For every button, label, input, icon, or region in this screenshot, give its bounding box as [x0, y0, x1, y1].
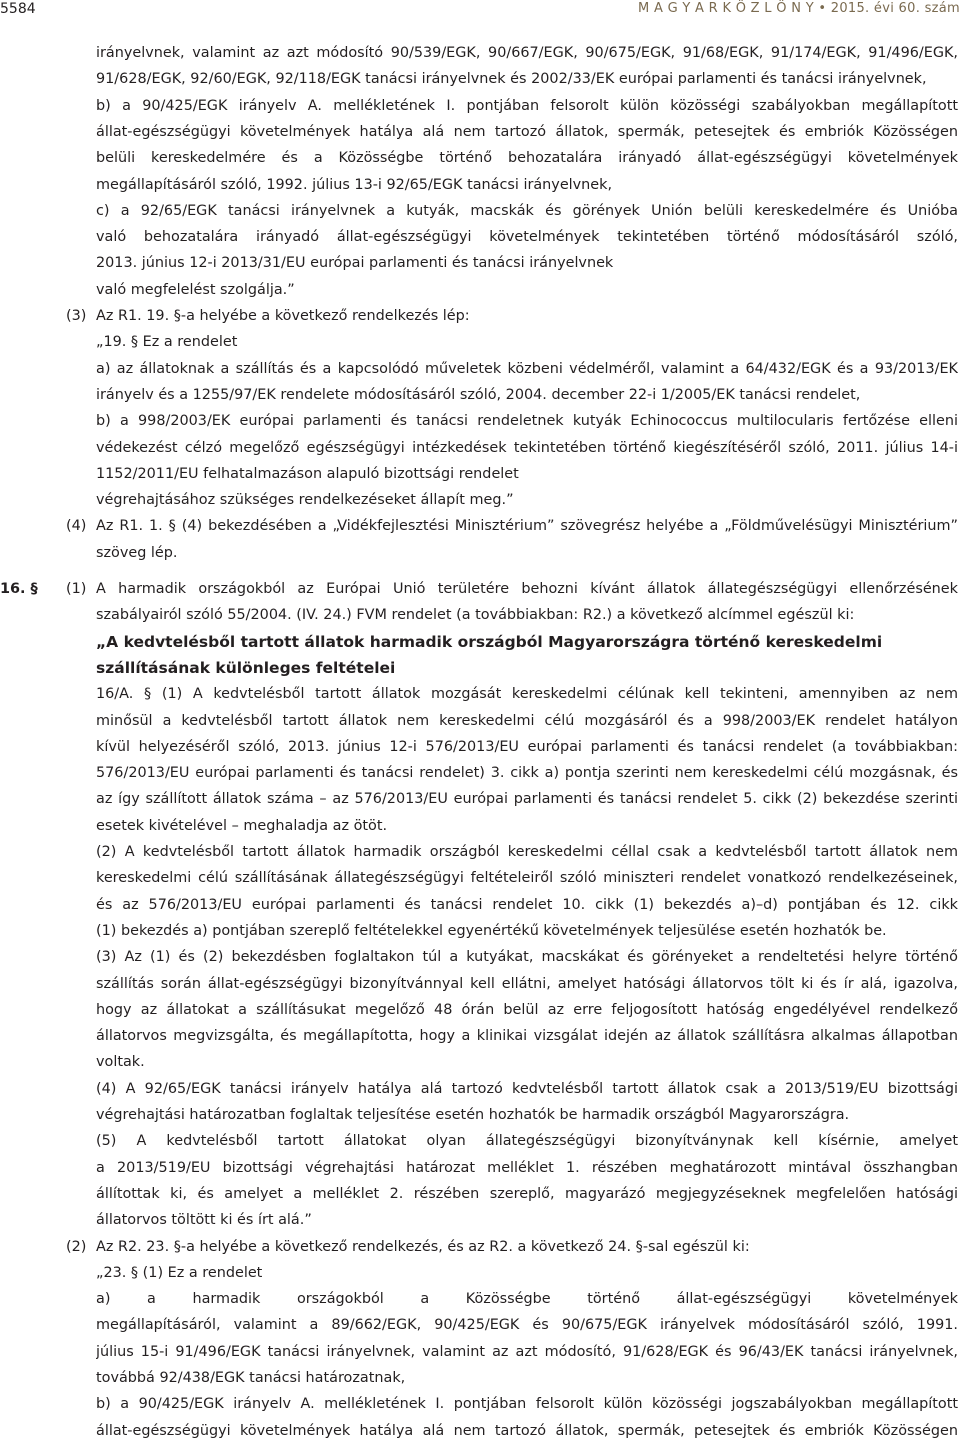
- paragraph-label: (4): [66, 518, 87, 534]
- text-line: 16/A. § (1) A kedvtelésből tartott állatok mozgását kereskedelmi célúnak kell tekinteni, amennyiben az nem: [96, 686, 958, 702]
- text-line: b) a 90/425/EGK irányelv A. mellékletének I. pontjában felsorolt külön közösségi jogszabályokban megállapított: [96, 1396, 958, 1412]
- text-line: b) a 998/2003/EK európai parlamenti és tanácsi rendeletnek kutyák Echinococcus multilocularis fertőzése elleni: [96, 413, 958, 429]
- text-line: Az R1. 1. § (4) bekezdésében a „Vidékfejlesztési Minisztérium” szövegrész helyébe a „Földművelésügyi Minisztérium”: [96, 518, 958, 534]
- text-line: 2013. június 12-i 2013/31/EU európai parlamenti és tanácsi irányelvnek: [96, 255, 614, 271]
- text-line: (1) bekezdés a) pontjában szereplő feltételekkel egyenértékű követelmények teljesülése esetén hozhatók be.: [96, 923, 887, 939]
- page-number: 5584: [0, 1, 36, 17]
- text-line: a) az állatoknak a szállítás és a kapcsolódó műveletek közbeni védelméről, valamint a 64/432/EGK és a 93/2013/EK: [96, 361, 958, 377]
- text-line: az így szállított állatok száma – az 576/2013/EU európai parlamenti és tanácsi rendelet 5. cikk (2) bekezdése szerinti: [96, 791, 958, 807]
- text-line: „23. § (1) Ez a rendelet: [96, 1265, 263, 1281]
- text-line: való behozatalára irányadó állat-egészségügyi követelmények tekintetében történő módosításáról szóló,: [96, 229, 958, 245]
- text-line: a) a harmadik országokból a Közösségbe történő állat-egészségügyi követelmények: [96, 1291, 958, 1307]
- text-line: c) a 92/65/EGK tanácsi irányelvnek a kutyák, macskák és görények Unión belüli kereskedelmére és Unióba: [96, 203, 958, 219]
- text-line: kereskedelmi célú szállításának állategészségügyi feltételeiről szóló miniszteri rendelet vonatkozó rendelkezéseinek,: [96, 870, 958, 886]
- text-line: védekezést célzó megelőző egészségügyi intézkedések tekintetében történő kiegészítéséről szóló, 2011. július 14-i: [96, 440, 958, 456]
- text-line: továbbá 92/438/EGK tanácsi határozatnak,: [96, 1370, 406, 1386]
- text-line: minősül a kedvtelésből tartott állatok nem kereskedelmi célú mozgásáról és a 998/2003/EK rendelet hatályon: [96, 713, 958, 729]
- text-line: állítottak ki, és amelyet a melléklet 2. részében szereplő, magyarázó megjegyzéseknek megfelelően hatósági: [96, 1186, 958, 1202]
- page-header: [0, 0, 960, 20]
- text-line: való megfelelést szolgálja.”: [96, 282, 295, 298]
- text-line: megállapításáról szóló, 1992. július 13-i 92/65/EGK tanácsi irányelvnek,: [96, 177, 613, 193]
- text-line: és az 576/2013/EU európai parlamenti és tanácsi rendelet 10. cikk (1) bekezdés a)–d) pontjában és 12. cikk: [96, 897, 958, 913]
- publication-title: M A G Y A R K Ö Z L Ö N Y • 2015. évi 60. szám: [638, 1, 960, 16]
- paragraph-label: (2): [66, 1239, 87, 1255]
- text-line: kívül helyezéséről szóló, 2013. június 12-i 576/2013/EU európai parlamenti és tanácsi rendelet (a továbbiakban:: [96, 739, 958, 755]
- text-line: A harmadik országokból az Európai Unió területére behozni kívánt állatok állategészségügyi ellenőrzésének: [96, 581, 958, 597]
- text-line: irányelvnek, valamint az azt módosító 90/539/EGK, 90/667/EGK, 90/675/EGK, 91/68/EGK, 91/174/EGK, 91/496/EGK,: [96, 45, 958, 61]
- text-line: állat-egészségügyi követelmények hatálya alá nem tartozó állatok, spermák, petesejtek és embriók Közösségen: [96, 124, 958, 140]
- subtitle-line: szállításának különleges feltételei: [96, 659, 396, 677]
- text-line: hogy az állatokat a szállításukat megelőző 48 órán belül az erre feljogosított hatóság engedélyével rendelkező: [96, 1002, 958, 1018]
- text-line: irányelv és a 1255/97/EK rendelete módosításáról szóló, 2004. december 22-i 1/2005/EK tanácsi rendelet,: [96, 387, 861, 403]
- text-line: a 2013/519/EU bizottsági végrehajtási határozat melléklet 1. részében meghatározott mintával összhangban: [96, 1160, 958, 1176]
- text-line: szállítás során állat-egészségügyi bizonyítvánnyal kell ellátni, amelyet hatósági állatorvos tölt ki és ír alá, igazolva,: [96, 976, 958, 992]
- text-line: 91/628/EGK, 92/60/EGK, 92/118/EGK tanácsi irányelvnek és 2002/33/EK európai parlamenti és tanácsi irányelvnek,: [96, 71, 927, 87]
- paragraph-label: (1): [66, 581, 87, 597]
- text-line: (2) A kedvtelésből tartott állatok harmadik országból kereskedelmi céllal csak a kedvtelésből tartott állatok nem: [96, 844, 958, 860]
- text-line: július 15-i 91/496/EGK tanácsi irányelvnek, valamint az azt módosító, 91/628/EGK és 96/43/EK tanácsi irányelvnek,: [96, 1344, 958, 1360]
- text-line: (4) A 92/65/EGK tanácsi irányelv hatálya alá tartozó kedvtelésből tartott állatok csak a 2013/519/EU bizottsági: [96, 1081, 958, 1097]
- text-line: (3) Az (1) és (2) bekezdésben foglaltakon túl a kutyákat, macskákat és görényeket a rendeltetési helyre történő: [96, 949, 958, 965]
- text-line: 1152/2011/EU felhatalmazáson alapuló bizottsági rendelet: [96, 466, 519, 482]
- text-line: (5) A kedvtelésből tartott állatokat olyan állategészségügyi bizonyítványnak kell kísérnie, amelyet: [96, 1133, 958, 1149]
- text-line: 576/2013/EU európai parlamenti és tanácsi rendelet) 3. cikk a) pontja szerinti nem kereskedelmi célú mozgásnak, és: [96, 765, 958, 781]
- text-line: belüli kereskedelmére és a Közösségbe történő behozatalára irányadó állat-egészségügyi követelmények: [96, 150, 958, 166]
- paragraph-label: (3): [66, 308, 87, 324]
- subtitle-line: „A kedvtelésből tartott állatok harmadik országból Magyarországra történő kereskedelmi: [96, 633, 883, 651]
- text-line: végrehajtásához szükséges rendelkezéseket állapít meg.”: [96, 492, 514, 508]
- text-line: voltak.: [96, 1054, 145, 1070]
- section-number: 16. §: [0, 581, 38, 597]
- text-line: végrehajtási határozatban foglaltak teljesítése esetén hozhatók be harmadik országból Magyarországra.: [96, 1107, 850, 1123]
- text-line: Az R2. 23. §-a helyébe a következő rendelkezés, és az R2. a következő 24. §-sal egészül ki:: [96, 1239, 750, 1255]
- text-line: esetek kivételével – meghaladja az ötöt.: [96, 818, 388, 834]
- text-line: b) a 90/425/EGK irányelv A. mellékletének I. pontjában felsorolt külön közösségi szabályokban megállapított: [96, 98, 958, 114]
- text-line: állatorvos töltött ki és írt alá.”: [96, 1212, 312, 1228]
- text-line: állatorvos megvizsgálta, és megállapította, hogy a klinikai vizsgálat idején az állatok szállításra alkalmas állapotban: [96, 1028, 958, 1044]
- text-line: Az R1. 19. §-a helyébe a következő rendelkezés lép:: [96, 308, 470, 324]
- text-line: megállapításáról, valamint a 89/662/EGK, 90/425/EGK és 90/675/EGK irányelvek módosításáról szóló, 1991.: [96, 1317, 958, 1333]
- text-line: szabályairól szóló 55/2004. (IV. 24.) FVM rendelet (a továbbiakban: R2.) a következő alcímmel egészül ki:: [96, 607, 855, 623]
- text-line: szöveg lép.: [96, 545, 178, 561]
- text-line: állat-egészségügyi követelmények hatálya alá nem tartozó állatok, spermák, petesejtek és embriók Közösségen: [96, 1423, 958, 1439]
- text-line: „19. § Ez a rendelet: [96, 334, 238, 350]
